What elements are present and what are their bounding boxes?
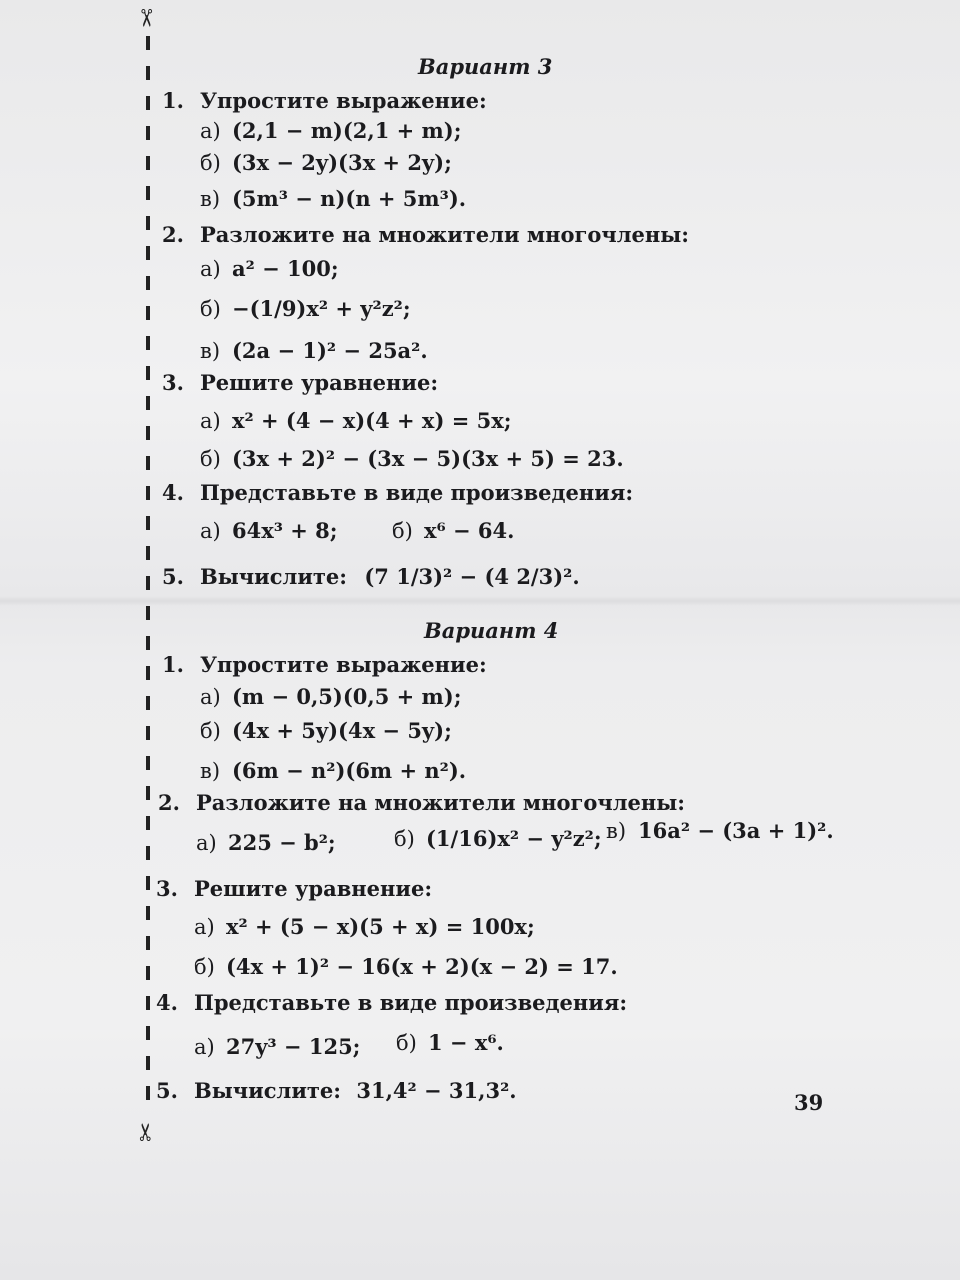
- v3-task-2-item-a: а) a² − 100;: [200, 256, 339, 281]
- v3-task-1-item-b: б) (3x − 2y)(3x + 2y);: [200, 150, 452, 175]
- v3-task-4-item-a: а) 64x³ + 8;: [200, 518, 338, 543]
- scissors-icon: ✂: [132, 7, 161, 29]
- v3-task-1-item-a: а) (2,1 − m)(2,1 + m);: [200, 118, 462, 143]
- v4-task-4-heading: 4. Представьте в виде произведения:: [156, 990, 628, 1015]
- v4-task-3-item-b: б) (4x + 1)² − 16(x + 2)(x − 2) = 17.: [194, 954, 618, 979]
- v3-task-2-item-b: б) −(1/9)x² + y²z²;: [200, 296, 411, 321]
- v4-task-1-item-b: б) (4x + 5y)(4x − 5y);: [200, 718, 452, 743]
- v4-task-1-item-a: а) (m − 0,5)(0,5 + m);: [200, 684, 462, 709]
- v4-task-2-item-c: в) 16a² − (3a + 1)².: [606, 818, 834, 843]
- cut-line: [146, 36, 150, 1108]
- v4-task-1-heading: 1. Упростите выражение:: [162, 652, 487, 677]
- v4-task-4-item-a: а) 27y³ − 125;: [194, 1034, 361, 1059]
- page-number: 39: [794, 1090, 824, 1115]
- v4-task-2-heading: 2. Разложите на множители многочлены:: [158, 790, 686, 815]
- v4-task-2-item-a: а) 225 − b²;: [196, 830, 336, 855]
- v3-task-2-heading: 2. Разложите на множители многочлены:: [162, 222, 690, 247]
- v4-task-2-item-b: б) (1/16)x² − y²z²;: [394, 826, 602, 851]
- scissors-icon: ✂: [132, 1121, 161, 1143]
- v4-task-3-heading: 3. Решите уравнение:: [156, 876, 433, 901]
- v4-task-5: 5. Вычислите: 31,4² − 31,3².: [156, 1078, 517, 1103]
- v3-task-1-heading: 1. Упростите выражение:: [162, 88, 487, 113]
- variant-3-title: Вариант 3: [418, 54, 553, 79]
- v3-task-1-item-c: в) (5m³ − n)(n + 5m³).: [200, 186, 467, 211]
- v3-task-4-item-b: б) x⁶ − 64.: [392, 518, 515, 543]
- paper-fold-shadow: [0, 596, 960, 606]
- v3-task-3-item-b: б) (3x + 2)² − (3x − 5)(3x + 5) = 23.: [200, 446, 624, 471]
- v3-task-3-item-a: а) x² + (4 − x)(4 + x) = 5x;: [200, 408, 512, 433]
- v3-task-2-item-c: в) (2a − 1)² − 25a².: [200, 338, 428, 363]
- v4-task-1-item-c: в) (6m − n²)(6m + n²).: [200, 758, 467, 783]
- v3-task-4-heading: 4. Представьте в виде произведения:: [162, 480, 634, 505]
- v3-task-5: 5. Вычислите: (7 1/3)² − (4 2/3)².: [162, 564, 580, 589]
- v4-task-4-item-b: б) 1 − x⁶.: [396, 1030, 504, 1055]
- v4-task-3-item-a: а) x² + (5 − x)(5 + x) = 100x;: [194, 914, 535, 939]
- v3-task-3-heading: 3. Решите уравнение:: [162, 370, 439, 395]
- variant-4-title: Вариант 4: [424, 618, 559, 643]
